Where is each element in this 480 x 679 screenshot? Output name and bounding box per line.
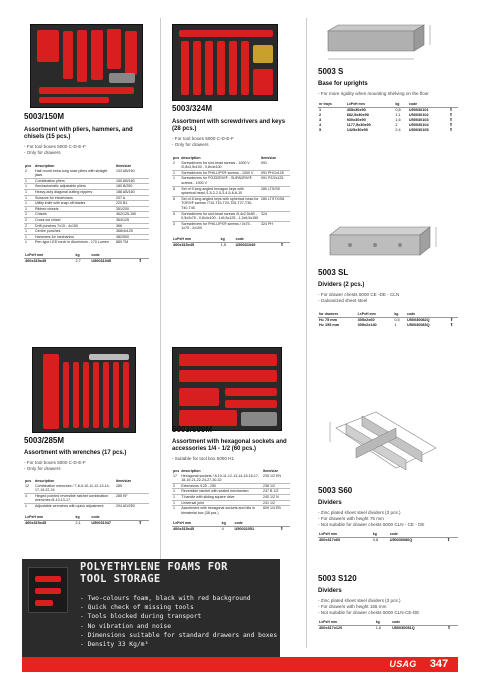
pcs-count: 1 bbox=[24, 189, 34, 195]
pcs-count: 17 bbox=[173, 473, 177, 478]
col-kg: kg bbox=[375, 620, 380, 624]
component-item-size: 241 1/2 bbox=[262, 500, 290, 506]
col-dims: LxPxH mm bbox=[346, 102, 365, 106]
component-description: Chisels bbox=[34, 212, 115, 218]
order-row bbox=[172, 242, 290, 248]
product-title: Assortment with wrenches (17 pcs.) bbox=[24, 450, 127, 456]
foam-tray-5003-285m-photo bbox=[32, 347, 136, 433]
foam-sample-image bbox=[28, 567, 68, 613]
component-description: Cross cut chisel bbox=[34, 217, 115, 223]
component-description: Screwdrivers for POZIDRIV® - SUPADRIV® screws - 1000 V bbox=[180, 176, 260, 186]
product-note: - Suitable for tool box 5000 H1 bbox=[172, 456, 235, 461]
check-icon: ⇑ bbox=[280, 242, 284, 247]
check-icon: ⇑ bbox=[449, 118, 453, 122]
weight: 2 bbox=[395, 123, 398, 127]
col-kg: kg bbox=[372, 532, 377, 536]
components-table bbox=[24, 479, 149, 509]
order-code: U50030082Q bbox=[407, 318, 430, 322]
col-description: description bbox=[181, 469, 201, 473]
order-table bbox=[318, 102, 458, 133]
component-description: Screwdrivers for slot-head screws - 1000 V /0,8x3,5x100 - 0,8x4x100 bbox=[181, 160, 250, 170]
component-description: Set of 8 long angled keys with spherical head for TORX® screws /T10-T15-T20-T25-T27-T30-T40-T45 bbox=[181, 196, 259, 210]
component-row bbox=[24, 503, 149, 508]
pcs-count: 2 bbox=[24, 217, 34, 223]
page-number: 347 bbox=[429, 658, 449, 670]
weight: 1,1 bbox=[395, 113, 401, 117]
component-item-size: 382/500 bbox=[115, 234, 149, 240]
product-5003-s bbox=[318, 67, 458, 133]
component-row bbox=[172, 211, 290, 221]
component-item-size: 609 1/4 EB bbox=[262, 506, 290, 516]
product-5003-324m bbox=[172, 104, 290, 248]
dims: 400x315x45 bbox=[25, 520, 47, 525]
col-kg: kg bbox=[220, 236, 225, 241]
order-code: U50031045 bbox=[91, 258, 112, 263]
product-title: Dividers bbox=[318, 500, 342, 506]
pcs-count: 1 bbox=[172, 176, 180, 186]
check-icon: ⇑ bbox=[138, 520, 142, 525]
component-row bbox=[172, 186, 290, 196]
component-item-size: 280 LTS/S9 bbox=[260, 186, 290, 196]
component-description: Screwdrivers for slot-head screws /0,4x2,5x50 - 0,5x3x75 - 0,8x4x100 - 1x5,5x125 - 1,2x6,5x150 bbox=[181, 211, 259, 221]
product-note: - Only for drawers bbox=[24, 150, 61, 155]
order-code: U50031051 bbox=[234, 527, 255, 532]
col-dims: LxPxH mm bbox=[173, 521, 192, 526]
component-item-size: 237 B 1/2 bbox=[262, 489, 290, 495]
component-row bbox=[172, 221, 290, 231]
pcs-count: 3 bbox=[172, 221, 180, 231]
banner-bullet: - Dimensions suitable for standard drawers and boxes bbox=[80, 631, 278, 639]
check-icon: ⇑ bbox=[449, 128, 453, 132]
col-code: code bbox=[389, 532, 398, 536]
product-code: 5003 SL bbox=[318, 268, 349, 277]
component-item-size: 220 B1 bbox=[115, 201, 149, 207]
component-description: Half-round extra-long nose pliers with straight jaws bbox=[35, 168, 108, 178]
order-table bbox=[24, 515, 149, 526]
product-code: 5003/285M bbox=[24, 436, 65, 445]
order-row bbox=[318, 626, 458, 632]
component-item-size: 285 bbox=[116, 483, 122, 488]
col-pcs: pcs bbox=[25, 164, 32, 168]
pcs-count: 1 bbox=[172, 506, 180, 516]
col-code: code bbox=[91, 514, 100, 519]
pcs-count: 1 bbox=[24, 503, 34, 508]
product-note: - For drawers with height 155 mm bbox=[318, 604, 387, 609]
product-note: - For tool boxes 5000 C-D-E-F bbox=[24, 144, 86, 149]
divider-s60-drawing bbox=[326, 408, 456, 480]
pcs-count: 8 bbox=[172, 186, 180, 196]
col-code: code bbox=[235, 236, 244, 241]
pcs-count: 5 bbox=[172, 211, 180, 221]
component-item-size: 133 AB/160 bbox=[116, 168, 135, 173]
foam-tray-5003-150m-photo bbox=[30, 24, 143, 108]
component-row bbox=[172, 176, 290, 186]
product-note: - Zinc plated sheet steel dividers (3 pcs.) bbox=[318, 598, 401, 603]
col-dims: LxPxH mm bbox=[173, 236, 192, 241]
check-icon: ⇑ bbox=[449, 108, 453, 112]
component-item-size: 362/125-150 bbox=[115, 212, 149, 218]
order-code: U50030081Q bbox=[392, 626, 415, 630]
product-note: - Only for drawers bbox=[24, 466, 61, 471]
component-description: Screwdrivers for PHILLIPS® screws - 1000 V bbox=[180, 170, 260, 176]
row-label: H= 75 mm bbox=[319, 318, 338, 322]
row-label: 2 bbox=[319, 113, 322, 117]
component-description: Heavy-duty diagonal cutting nippers bbox=[34, 189, 115, 195]
col-pcs: pcs bbox=[173, 469, 180, 473]
pcs-count: 4 bbox=[24, 493, 34, 503]
product-title: Assortment with pliers, hammers, and chisels (15 pcs.) bbox=[24, 127, 133, 140]
product-note: - For drawer chests 5000 CE -DE - CLN bbox=[318, 292, 400, 297]
banner-title-line1: POLYETHYLENE FOAMS FOR bbox=[80, 561, 228, 573]
component-item-size: 207 A bbox=[115, 195, 149, 201]
component-row bbox=[172, 474, 290, 484]
component-item-size: 091 PZ/2x125 bbox=[260, 176, 290, 186]
check-icon: ⇑ bbox=[447, 626, 451, 630]
col-trays: nr trays bbox=[319, 102, 332, 106]
product-note: - For tool boxes 5000 C-D-E-F bbox=[172, 136, 234, 141]
component-description: Hinged pointed reversible ratchet combination wrenches /8-10-13-17 bbox=[34, 493, 115, 503]
product-note: - Not suitable for drawer chests 5000 CLN-CE-DE bbox=[318, 610, 420, 615]
weight: 4 bbox=[221, 527, 224, 532]
pcs-count: 1 bbox=[172, 500, 180, 506]
col-description: description bbox=[35, 164, 55, 168]
product-code: 5003 S60 bbox=[318, 486, 353, 495]
col-item-size: Item/size bbox=[261, 156, 277, 160]
weight: 2,7 bbox=[75, 258, 81, 263]
components-table bbox=[172, 156, 290, 231]
components-table bbox=[24, 164, 149, 245]
component-row bbox=[24, 189, 149, 195]
dims: 400x317x60 bbox=[319, 538, 341, 542]
weight: 1,6 bbox=[395, 118, 401, 122]
component-description: Adjustable wrenches with quick adjustment bbox=[34, 503, 115, 508]
pcs-count: 1 bbox=[24, 240, 34, 245]
col-item-size: Item/size bbox=[116, 479, 132, 483]
order-row bbox=[318, 128, 458, 133]
product-5003-150m bbox=[24, 112, 149, 264]
pcs-count: 2 bbox=[24, 212, 34, 218]
product-5003-s60 bbox=[318, 486, 458, 543]
component-item-size: 150 AB/180 bbox=[115, 178, 149, 184]
component-description: Extensions /125 - 250 bbox=[180, 483, 262, 489]
components-table bbox=[172, 469, 290, 515]
product-code: 5003/150M bbox=[24, 112, 65, 121]
product-title: Assortment with screwdrivers and keys (28 pcs.) bbox=[172, 119, 286, 132]
dims: 305x2x60 bbox=[357, 318, 375, 322]
pcs-count: 1 bbox=[24, 234, 34, 240]
component-item-size: 294 AD/250 bbox=[115, 503, 149, 508]
product-5003-609m bbox=[172, 425, 290, 532]
dims: 400x317x120 bbox=[319, 626, 343, 630]
order-table bbox=[24, 253, 149, 264]
col-pcs: pcs bbox=[173, 156, 180, 160]
dims: 1425x30x90 bbox=[346, 128, 368, 132]
product-code: 5003 S120 bbox=[318, 574, 357, 583]
pcs-count: 12 bbox=[25, 483, 29, 488]
component-item-size: 366 bbox=[115, 223, 149, 229]
banner-title-line2: TOOL STORAGE bbox=[80, 573, 161, 585]
col-kg: kg bbox=[75, 514, 80, 519]
component-row bbox=[172, 170, 290, 176]
foam-tray-5003-324m-photo bbox=[172, 24, 278, 101]
dims: 1177,5x30x90 bbox=[346, 123, 371, 127]
product-note: - Zinc plated sheet steel dividers (3 pcs.) bbox=[318, 510, 401, 515]
dims: 400x315x45 bbox=[173, 242, 195, 247]
component-description: Combination pliers bbox=[34, 178, 115, 184]
banner-bullet: - Quick check of missing tools bbox=[80, 604, 194, 612]
weight: 0,5 bbox=[394, 318, 400, 322]
component-description: Ribbed chisels bbox=[34, 206, 115, 212]
component-item-size: 188 AB/160 bbox=[115, 189, 149, 195]
product-5003-sl bbox=[318, 268, 458, 328]
usag-logo: USAG bbox=[389, 659, 417, 669]
product-title: Dividers bbox=[318, 588, 342, 594]
component-item-size: 240 1/2 N bbox=[262, 494, 290, 500]
col-code: code bbox=[408, 102, 418, 106]
order-code: U50030080Q bbox=[389, 538, 413, 542]
order-code: U50030102 bbox=[408, 113, 429, 117]
pcs-count: 2 bbox=[172, 483, 180, 489]
divider-sl-drawing bbox=[320, 221, 452, 267]
col-dims: LxPxH mm bbox=[357, 312, 376, 316]
component-item-size: 091 bbox=[261, 160, 267, 165]
check-icon: ⇑ bbox=[449, 323, 454, 327]
component-description: Combination wrenches / 7-8-9-10-11-12-13-14-17-19-22-24 bbox=[35, 483, 110, 493]
weight: 0,8 bbox=[372, 538, 379, 542]
product-note: - For tool boxes 5000 C-D-E-F bbox=[24, 460, 86, 465]
product-note: - For more rigidity when mounting shelving on the floor bbox=[318, 91, 429, 96]
base-upright-drawing bbox=[318, 17, 450, 65]
dims: 400x315x45 bbox=[25, 258, 47, 263]
order-table bbox=[172, 521, 290, 532]
col-item-size: Item/size bbox=[263, 469, 279, 473]
component-item-size: 280 LTSTX/S8 bbox=[260, 196, 290, 211]
component-description: Universal joint bbox=[180, 500, 262, 506]
col-description: description bbox=[35, 479, 55, 483]
component-item-size: 324 bbox=[260, 211, 290, 221]
pcs-count: 1 bbox=[172, 494, 180, 500]
component-item-size: 351/200 bbox=[115, 206, 149, 212]
product-title: Base for uprights bbox=[318, 81, 368, 87]
check-icon: ⇑ bbox=[449, 123, 453, 127]
col-description: description bbox=[181, 156, 201, 160]
component-item-size: 180 B/250 bbox=[115, 184, 149, 190]
component-item-size: 368/4x125 bbox=[115, 229, 149, 235]
row-label: 1 bbox=[319, 108, 322, 112]
col-kg: kg bbox=[75, 252, 80, 257]
component-description: Reversible ratchet with sealed mechanism bbox=[180, 489, 262, 495]
product-note: - Galvanized sheet steel bbox=[318, 298, 368, 303]
product-title: Dividers (2 pcs.) bbox=[318, 282, 365, 288]
order-code: U50031047 bbox=[91, 520, 112, 525]
order-code: U50030103 bbox=[408, 118, 429, 122]
pcs-count: 1 bbox=[24, 195, 34, 201]
dims: 435x30x90 bbox=[346, 108, 366, 112]
col-kg: kg bbox=[221, 521, 226, 526]
foam-tray-5003-609m-photo bbox=[172, 347, 282, 431]
component-row bbox=[172, 506, 290, 516]
pcs-count: 1 bbox=[24, 178, 34, 184]
product-5003-285m bbox=[24, 436, 149, 526]
order-row bbox=[24, 520, 149, 526]
check-icon: ⇑ bbox=[449, 318, 454, 322]
component-row bbox=[172, 161, 290, 171]
order-row bbox=[318, 538, 458, 544]
row-label: 5 bbox=[319, 128, 322, 132]
product-title: Assortment with hexagonal sockets and accessories 1/4 - 1/2 (60 pcs.) bbox=[172, 439, 287, 452]
pcs-count: 8 bbox=[172, 196, 180, 211]
product-note: - Not suitable for drawer chests 5000 CLN - CE - DE bbox=[318, 522, 425, 527]
foam-info-banner bbox=[22, 559, 280, 667]
component-description: Drift punches 7x15 - 4x150 bbox=[34, 223, 115, 229]
order-code: U50030105 bbox=[408, 128, 429, 132]
banner-bullet: - Density 33 Kg/m³ bbox=[80, 641, 149, 649]
component-description: Pen-type LED torch in Aluminium - 170 Lumen bbox=[34, 240, 115, 245]
dims: 930x30x90 bbox=[346, 118, 366, 122]
component-item-size: 324 PH bbox=[260, 221, 290, 231]
col-kg: kg bbox=[395, 102, 400, 106]
banner-bullet: - Two-colours foam, black with red background bbox=[80, 595, 251, 602]
dims: 305x2x140 bbox=[357, 323, 377, 327]
pcs-count: 1 bbox=[24, 184, 34, 190]
weight: 1,6 bbox=[375, 626, 381, 630]
component-item-size: 889 TM bbox=[115, 240, 149, 245]
col-code: code bbox=[234, 521, 243, 526]
product-code: 5003/609M bbox=[172, 425, 213, 434]
order-table bbox=[172, 237, 290, 248]
check-icon: ⇑ bbox=[280, 527, 284, 532]
check-icon: ⇑ bbox=[449, 113, 453, 117]
component-row bbox=[24, 493, 149, 503]
dims: 682,5x30x90 bbox=[346, 113, 369, 117]
product-note: - Only for drawers bbox=[172, 142, 209, 147]
pcs-count: 1 bbox=[172, 489, 180, 495]
component-description: Centre punches bbox=[34, 229, 115, 235]
col-item-size: Item/size bbox=[116, 164, 132, 168]
pcs-count: 1 bbox=[172, 170, 180, 176]
col-dims: LxPxH mm bbox=[25, 252, 44, 257]
component-item-size: 235 1/2 EN bbox=[263, 473, 281, 478]
check-icon: ⇑ bbox=[446, 538, 451, 542]
banner-bullet: - No vibration and noise bbox=[80, 622, 171, 630]
weight: 1 bbox=[394, 323, 397, 327]
component-row bbox=[24, 240, 149, 245]
col-kg: kg bbox=[394, 312, 399, 316]
component-description: Semiautomatic adjustable pliers bbox=[34, 184, 115, 190]
col-pcs: pcs bbox=[25, 479, 32, 483]
row-label: H= 155 mm bbox=[319, 323, 340, 327]
pcs-count: 1 bbox=[24, 201, 34, 207]
product-code: 5003/324M bbox=[172, 104, 213, 113]
weight: 2,1 bbox=[75, 520, 81, 525]
component-description: Hammers for mechanics bbox=[34, 234, 115, 240]
component-row bbox=[172, 494, 290, 500]
col-code: code bbox=[91, 252, 100, 257]
order-table bbox=[318, 620, 458, 631]
component-description: Assortment with hexagonal sockets and bits in bimaterial box (38 pcs.) bbox=[180, 506, 262, 516]
row-label: 4 bbox=[319, 123, 322, 127]
order-table bbox=[318, 532, 458, 543]
col-drawers: for drawers bbox=[319, 312, 339, 316]
component-row bbox=[172, 489, 290, 495]
product-5003-s120 bbox=[318, 574, 458, 631]
row-label: 3 bbox=[319, 118, 322, 122]
component-row bbox=[172, 196, 290, 211]
component-description: Hexagonal sockets / 8-10-11-12-13-14-15-16-17-18-19-21-22-24-27-30-32 bbox=[181, 473, 260, 483]
dims: 400x315x45 bbox=[173, 527, 195, 532]
order-code: U50030101 bbox=[408, 108, 429, 112]
col-dims: LxPxH mm bbox=[25, 514, 44, 519]
component-item-size: 364/125 bbox=[115, 217, 149, 223]
pcs-count: 2 bbox=[25, 168, 27, 173]
component-item-size: 285 KF bbox=[115, 493, 149, 503]
pcs-count: 2 bbox=[173, 160, 175, 165]
product-code: 5003 S bbox=[318, 67, 344, 76]
weight: 0,8 bbox=[395, 108, 401, 112]
component-description: Screwdrivers for PHILLIPS® screws / 0x75 - 1x75 - 2x100 bbox=[180, 221, 260, 231]
pcs-count: 1 bbox=[24, 229, 34, 235]
col-dims: LxPxH mm bbox=[319, 620, 338, 624]
pcs-count: 1 bbox=[24, 206, 34, 212]
component-item-size: 238 1/2 bbox=[262, 483, 290, 489]
banner-bullets bbox=[80, 594, 278, 649]
weight: 1,5 bbox=[220, 242, 226, 247]
banner-bullet: - Tools blocked during transport bbox=[80, 613, 202, 621]
col-dims: LxPxH mm bbox=[319, 532, 338, 536]
order-row bbox=[172, 527, 290, 533]
order-code: U50031049 bbox=[235, 242, 256, 247]
component-row bbox=[24, 169, 149, 179]
order-row bbox=[24, 258, 149, 264]
weight: 2,4 bbox=[395, 128, 401, 132]
component-description: Utility knife with snap-off blades bbox=[34, 201, 115, 207]
product-note: - For drawers with height 75 mm bbox=[318, 516, 384, 521]
component-description: Scissors for electricians bbox=[34, 195, 115, 201]
component-row bbox=[24, 484, 149, 494]
col-code: code bbox=[407, 312, 416, 316]
order-table bbox=[318, 312, 458, 328]
component-item-size: 091 PH/1x125 bbox=[260, 170, 290, 176]
order-code: U50030104 bbox=[408, 123, 429, 127]
pcs-count: 2 bbox=[24, 223, 34, 229]
order-code: U50030083Q bbox=[407, 323, 430, 327]
component-description: Set of 9 long angled hexagon keys with spherical head /1,5-2-2,5-3-4-5-6-8-10 bbox=[180, 186, 260, 196]
col-code: code bbox=[392, 620, 401, 624]
order-row bbox=[318, 323, 458, 328]
component-description: T-handle with sliding square drive bbox=[180, 494, 262, 500]
check-icon: ⇑ bbox=[138, 258, 142, 263]
